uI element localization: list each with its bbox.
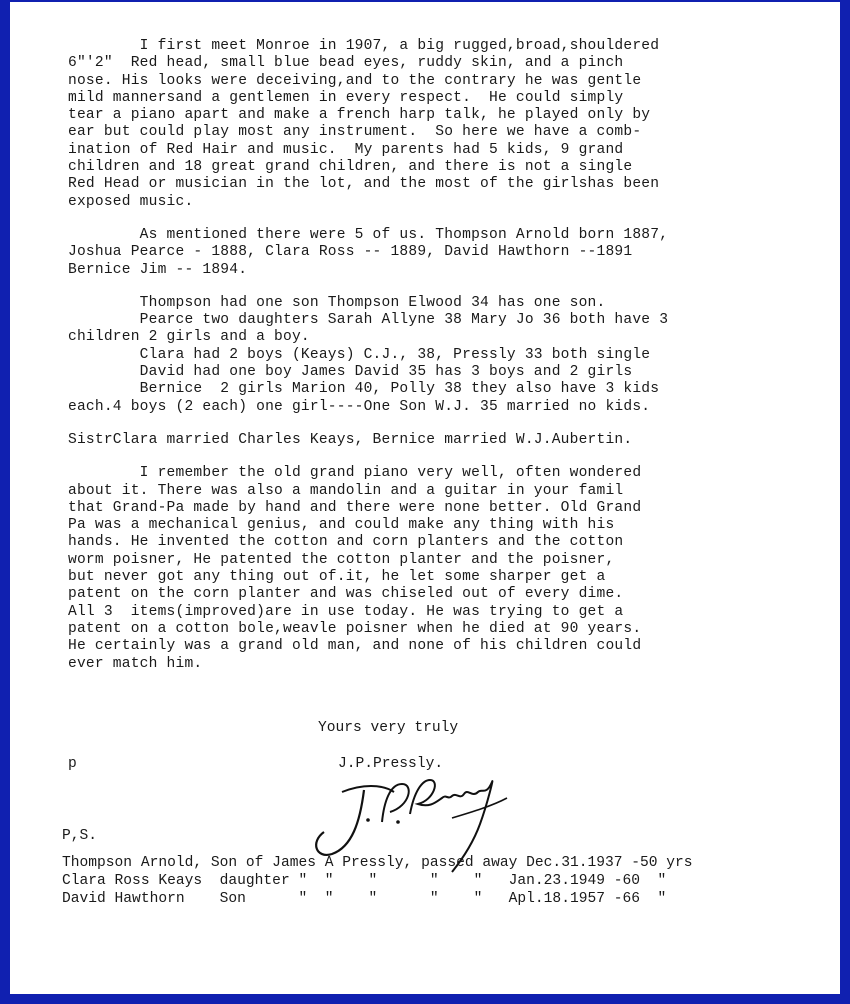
text-line: patent on the corn planter and was chiseled out of every dime. <box>68 586 624 603</box>
text-line: As mentioned there were 5 of us. Thompson Arnold born 1887, <box>68 226 669 243</box>
text-line: I remember the old grand piano very well, often wondered <box>68 465 642 482</box>
text-line: Pa was a mechanical genius, and could make any thing with his <box>68 517 615 534</box>
text-line: about it. There was also a mandolin and a guitar in your famil <box>68 482 624 499</box>
paragraph-5 <box>68 465 788 673</box>
text-line: ination of Red Hair and music. My parents had 5 kids, 9 grand <box>68 141 624 158</box>
text-line: ear but could play most any instrument. So here we have a comb- <box>68 124 642 141</box>
text-line: All 3 items(improved)are in use today. He was trying to get a <box>68 603 624 620</box>
text-line: children 2 girls and a boy. <box>68 329 310 346</box>
ps-row: David Hawthorn Son " " " " " Apl.18.1957 -66 " <box>62 891 667 907</box>
text-line: I first meet Monroe in 1907, a big rugged,broad,shouldered <box>68 38 660 54</box>
text-line: but never got any thing out of.it, he let some sharper get a <box>68 569 606 586</box>
text-line: mild mannersand a gentlemen in every respect. He could simply <box>68 89 624 106</box>
ps-records <box>62 854 693 908</box>
text-line: He certainly was a grand old man, and none of his children could <box>68 638 642 655</box>
paragraph-4 <box>68 432 788 449</box>
text-line: ever match him. <box>68 655 203 672</box>
text-line: Pearce two daughters Sarah Allyne 38 Mary Jo 36 both have 3 <box>68 312 669 329</box>
text-line: each.4 boys (2 each) one girl----One Son W.J. 35 married no kids. <box>68 398 651 415</box>
typed-signature-name: J.P.Pressly. <box>338 756 444 772</box>
text-line: Bernice Jim -- 1894. <box>68 261 248 278</box>
p-mark: p <box>68 756 77 772</box>
paragraph-1 <box>68 38 788 211</box>
text-line: patent on a cotton bole,weavle poisner when he died at 90 years. <box>68 620 642 637</box>
text-line: 6"'2" Red head, small blue bead eyes, ruddy skin, and a pinch <box>68 55 624 72</box>
text-line: children and 18 great grand children, and there is not a single <box>68 159 633 176</box>
text-line: Bernice 2 girls Marion 40, Polly 38 they also have 3 kids <box>68 381 660 398</box>
paragraph-3 <box>68 295 788 416</box>
letter-body <box>68 38 788 689</box>
ps-label: P,S. <box>62 828 98 844</box>
text-line: hands. He invented the cotton and corn planters and the cotton <box>68 534 624 551</box>
ps-row: Thompson Arnold, Son of James A Pressly, passed away Dec.31.1937 -50 yrs <box>62 855 693 871</box>
text-line: Red Head or musician in the lot, and the most of the girlshas been <box>68 176 660 193</box>
closing-salutation: Yours very truly <box>318 720 459 736</box>
ps-row: Clara Ross Keays daughter " " " " " Jan.23.1949 -60 " <box>62 873 667 889</box>
text-line: SistrClara married Charles Keays, Bernice married W.J.Aubertin. <box>68 431 633 448</box>
text-line: Joshua Pearce - 1888, Clara Ross -- 1889, David Hawthorn --1891 <box>68 244 633 261</box>
text-line: that Grand-Pa made by hand and there were none better. Old Grand <box>68 499 642 516</box>
paragraph-2 <box>68 227 788 279</box>
text-line: nose. His looks were deceiving,and to the contrary he was gentle <box>68 72 642 89</box>
text-line: worm poisner, He patented the cotton planter and the poisner, <box>68 551 615 568</box>
text-line: Thompson had one son Thompson Elwood 34 has one son. <box>68 294 606 311</box>
text-line: David had one boy James David 35 has 3 boys and 2 girls <box>68 364 633 381</box>
text-line: exposed music. <box>68 193 194 210</box>
text-line: Clara had 2 boys (Keays) C.J., 38, Pressly 33 both single <box>68 346 651 363</box>
text-line: tear a piano apart and make a french harp talk, he played only by <box>68 107 651 124</box>
